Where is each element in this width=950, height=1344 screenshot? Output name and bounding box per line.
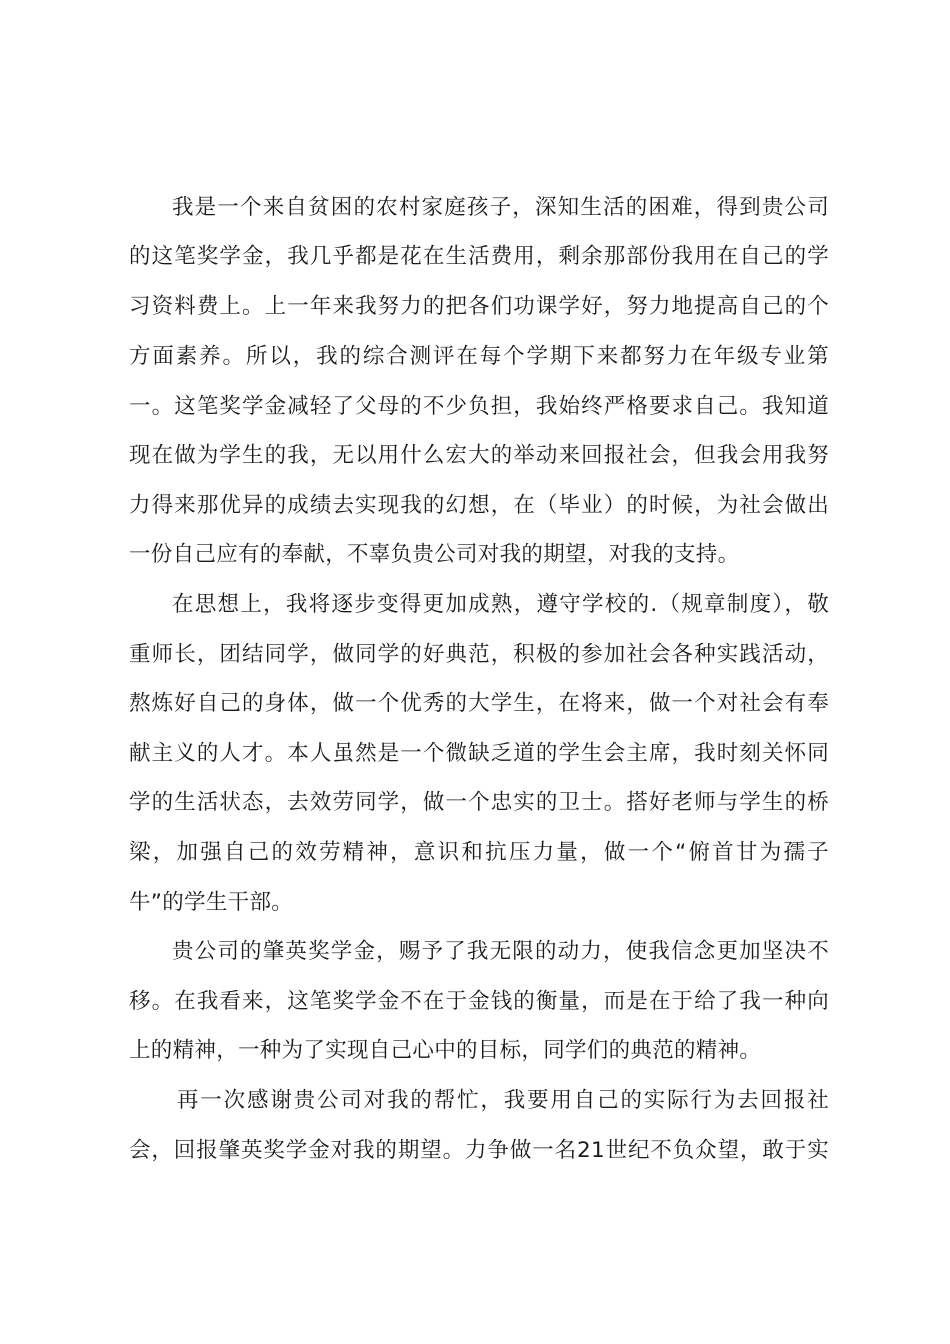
paragraph-1-line-5: 一。这笔奖学金减轻了父母的不少负担，我始终严格要求自己。我知道 (129, 394, 829, 419)
paragraph-2-line-2: 重师长，团结同学，做同学的好典范，积极的参加社会各种实践活动， (129, 642, 829, 667)
paragraph-2-line-6: 梁，加强自己的效劳精神，意识和抗压力量，做一个“俯首甘为孺子 (129, 840, 829, 865)
paragraph-4-line-2: 会，回报肇英奖学金对我的期望。力争做一名21世纪不负众望，敢于实 (129, 1138, 829, 1163)
paragraph-1-line-7: 力得来那优异的成绩去实现我的幻想，在（毕业）的时候，为社会做出 (129, 493, 829, 518)
paragraph-2-line-5: 学的生活状态，去效劳同学，做一个忠实的卫士。搭好老师与学生的桥 (129, 790, 829, 815)
paragraph-1-line-6: 现在做为学生的我，无以用什么宏大的举动来回报社会，但我会用我努 (129, 443, 829, 468)
paragraph-3-line-2: 移。在我看来，这笔奖学金不在于金钱的衡量，而是在于给了我一种向 (129, 989, 829, 1014)
paragraph-3-line-3: 上的精神，一种为了实现自己心中的目标，同学们的典范的精神。 (129, 1038, 762, 1063)
paragraph-2-line-4: 献主义的人才。本人虽然是一个微缺乏道的学生会主席，我时刻关怀同 (129, 741, 829, 766)
paragraph-4-line-1: 再一次感谢贵公司对我的帮忙，我要用自己的实际行为去回报社 (177, 1088, 829, 1113)
paragraph-2-line-7: 牛”的学生干部。 (129, 890, 294, 915)
paragraph-1-line-1: 我是一个来自贫困的农村家庭孩子，深知生活的困难，得到贵公司 (172, 195, 829, 220)
paragraph-3-line-1: 贵公司的肇英奖学金，赐予了我无限的动力，使我信念更加坚决不 (172, 939, 829, 964)
paragraph-1-line-4: 方面素养。所以，我的综合测评在每个学期下来都努力在年级专业第 (129, 344, 829, 369)
paragraph-2-line-1: 在思想上，我将逐步变得更加成熟，遵守学校的.（规章制度），敬 (172, 592, 829, 617)
paragraph-2-line-3: 熬炼好自己的身体，做一个优秀的大学生，在将来，做一个对社会有奉 (129, 691, 829, 716)
paragraph-1-line-3: 习资料费上。上一年来我努力的把各们功课学好，努力地提高自己的个 (129, 294, 829, 319)
paragraph-1-line-8: 一份自己应有的奉献，不辜负贵公司对我的期望，对我的支持。 (129, 542, 740, 567)
paragraph-1-line-2: 的这笔奖学金，我几乎都是花在生活费用，剩余那部份我用在自己的学 (129, 244, 829, 269)
